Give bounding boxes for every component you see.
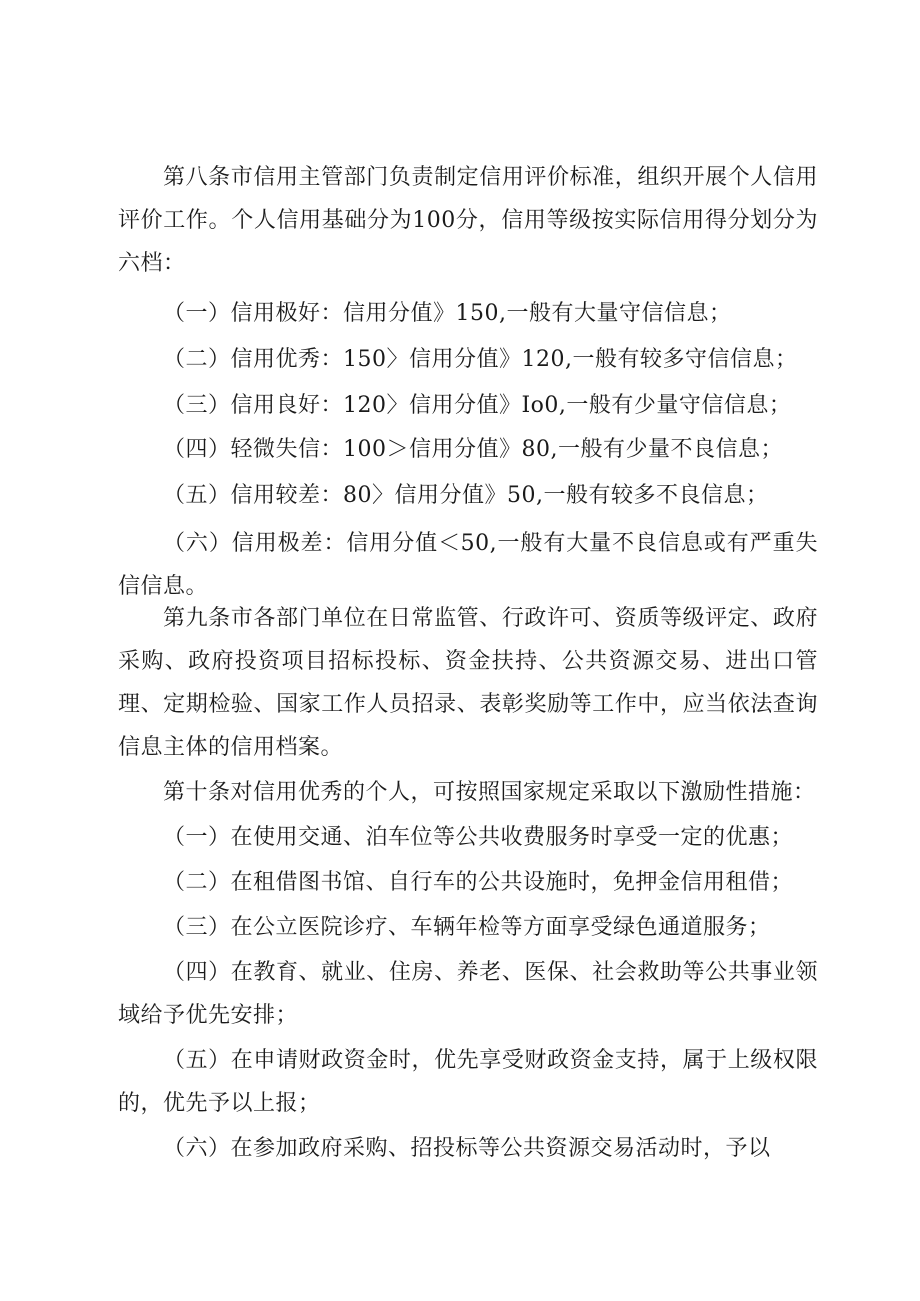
article-10-intro: 第十条对信用优秀的个人，可按照国家规定采取以下激励性措施： (163, 780, 816, 805)
incentive-measure-1: （一）在使用交通、泊车位等公共收费服务时享受一定的优惠； (163, 825, 794, 850)
credit-level-6: （六）信用极差：信用分值＜50,一般有大量不良信息或有严重失信信息。 (118, 531, 818, 599)
credit-level-1: （一）信用极好：信用分值》150,一般有大量守信信息； (163, 301, 732, 326)
credit-level-4: （四）轻微失信：100＞信用分值》80,一般有少量不良信息； (163, 437, 783, 462)
credit-level-3: （三）信用良好：120〉信用分值》Io0,一般有少量守信信息； (163, 393, 792, 418)
incentive-measure-2: （二）在租借图书馆、自行车的公共设施时，免押金信用租借； (163, 870, 794, 895)
credit-level-5: （五）信用较差：80〉信用分值》50,一般有较多不良信息； (163, 483, 769, 508)
article-8-intro: 第八条市信用主管部门负责制定信用评价标准，组织开展个人信用评价工作。个人信用基础分为100分，信用等级按实际信用得分划分为六档： (118, 165, 818, 276)
incentive-measure-5: （五）在申请财政资金时，优先享受财政资金支持，属于上级权限的，优先予以上报； (118, 1048, 818, 1116)
article-9: 第九条市各部门单位在日常监管、行政许可、资质等级评定、政府采购、政府投资项目招标投标、资金扶持、公共资源交易、进出口管理、定期检验、国家工作人员招录、表彰奖励等工作中，应当依法查询信息主体的信用档案。 (118, 606, 818, 760)
incentive-measure-4: （四）在教育、就业、住房、养老、医保、社会救助等公共事业领域给予优先安排； (118, 960, 818, 1028)
credit-level-2: （二）信用优秀：150〉信用分值》120,一般有较多守信信息； (163, 347, 798, 372)
incentive-measure-6: （六）在参加政府采购、招投标等公共资源交易活动时，予以 (163, 1136, 771, 1161)
incentive-measure-3: （三）在公立医院诊疗、车辆年检等方面享受绿色通道服务； (163, 915, 771, 940)
